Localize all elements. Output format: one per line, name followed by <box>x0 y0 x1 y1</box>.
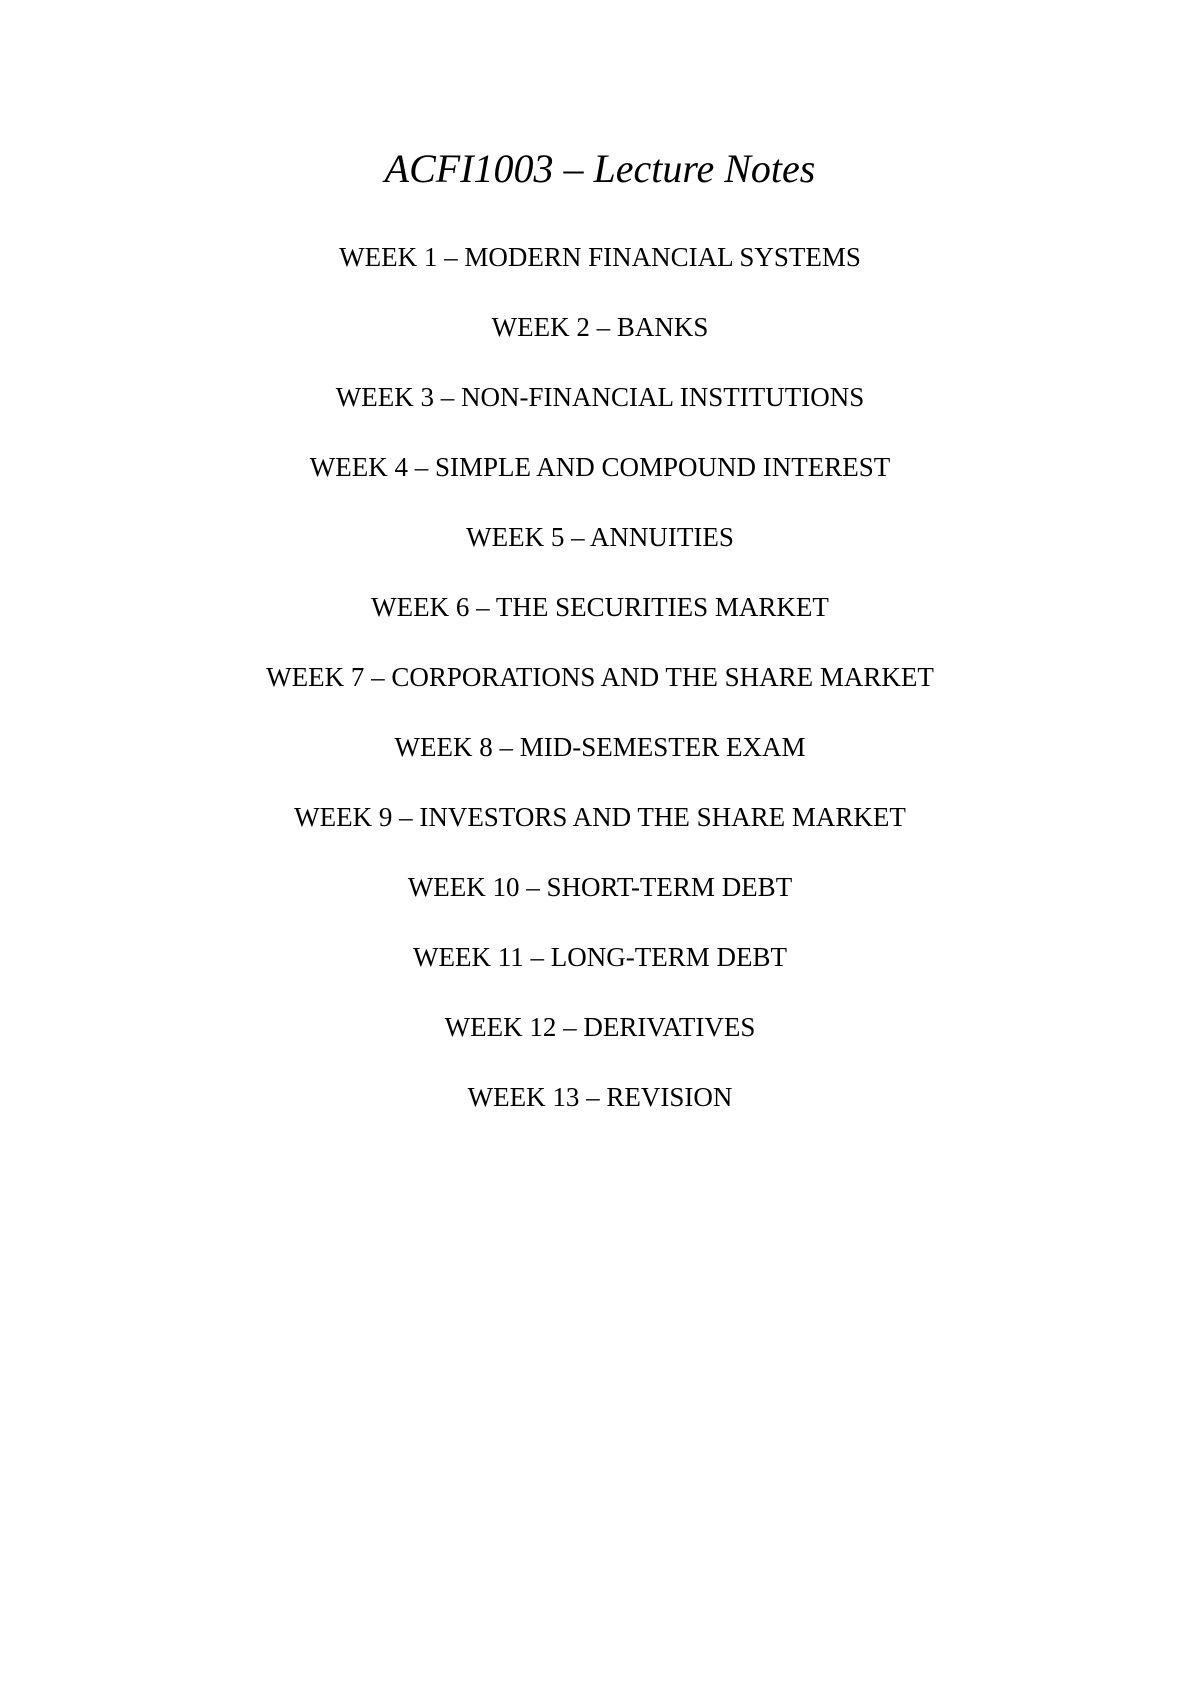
week-item-7: WEEK 7 – CORPORATIONS AND THE SHARE MARKET <box>266 662 934 692</box>
week-list <box>0 222 1200 1132</box>
week-item-10: WEEK 10 – SHORT-TERM DEBT <box>407 872 793 902</box>
week-item-11: WEEK 11 – LONG-TERM DEBT <box>413 942 787 972</box>
week-item-6: WEEK 6 – THE SECURITIES MARKET <box>371 592 829 622</box>
week-item-4: WEEK 4 – SIMPLE AND COMPOUND INTEREST <box>309 452 891 482</box>
week-item-13: WEEK 13 – REVISION <box>467 1082 733 1112</box>
week-item-9: WEEK 9 – INVESTORS AND THE SHARE MARKET <box>294 802 906 832</box>
week-item-3: WEEK 3 – NON-FINANCIAL INSTITUTIONS <box>335 382 865 412</box>
week-item-5: WEEK 5 – ANNUITIES <box>466 522 734 552</box>
document-title: ACFI1003 – Lecture Notes <box>384 146 816 191</box>
week-item-2: WEEK 2 – BANKS <box>491 312 709 342</box>
week-item-1: WEEK 1 – MODERN FINANCIAL SYSTEMS <box>339 242 861 272</box>
week-item-8: WEEK 8 – MID-SEMESTER EXAM <box>394 732 806 762</box>
week-item-12: WEEK 12 – DERIVATIVES <box>444 1012 756 1042</box>
